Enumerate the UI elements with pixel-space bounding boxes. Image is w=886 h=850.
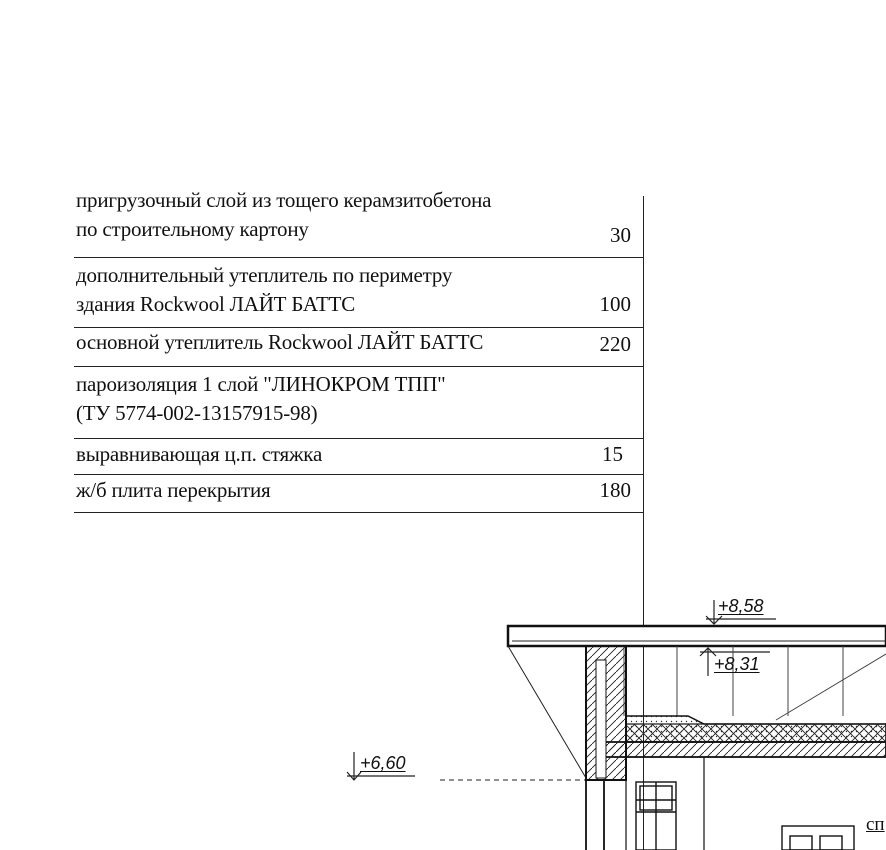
insulation-layer	[626, 716, 886, 742]
layer-1-thickness: 30	[610, 223, 631, 247]
elevation-label-inner: +8,31	[714, 654, 760, 674]
layer-2-thickness: 100	[599, 292, 631, 316]
cabinet-partial	[782, 826, 854, 850]
layer-3-description: основной утеплитель Rockwool ЛАЙТ БАТТС	[76, 330, 484, 354]
layer-2-description: дополнительный утеплитель по периметру здания Rockwool ЛАЙТ БАТТС	[76, 263, 453, 316]
room-label: сп	[866, 814, 885, 835]
layer-3-thickness: 220	[599, 332, 631, 356]
layer-6-description: ж/б плита перекрытия	[76, 478, 271, 502]
elevation-label-floor: +6,60	[360, 753, 406, 773]
elevation-label-top: +8,58	[718, 596, 764, 616]
layer-5-description: выравнивающая ц.п. стяжка	[76, 442, 323, 466]
layer-4-description: пароизоляция 1 слой "ЛИНОКРОМ ТПП" (ТУ 5774-002-13157915-98)	[76, 372, 446, 425]
concrete-slab	[604, 742, 886, 757]
layer-6-thickness: 180	[599, 478, 631, 502]
layer-1-description: пригрузочный слой из тощего керамзитобетона по строительному картону	[76, 188, 492, 241]
window-frame	[636, 782, 676, 850]
layer-5-thickness: 15	[602, 442, 623, 466]
